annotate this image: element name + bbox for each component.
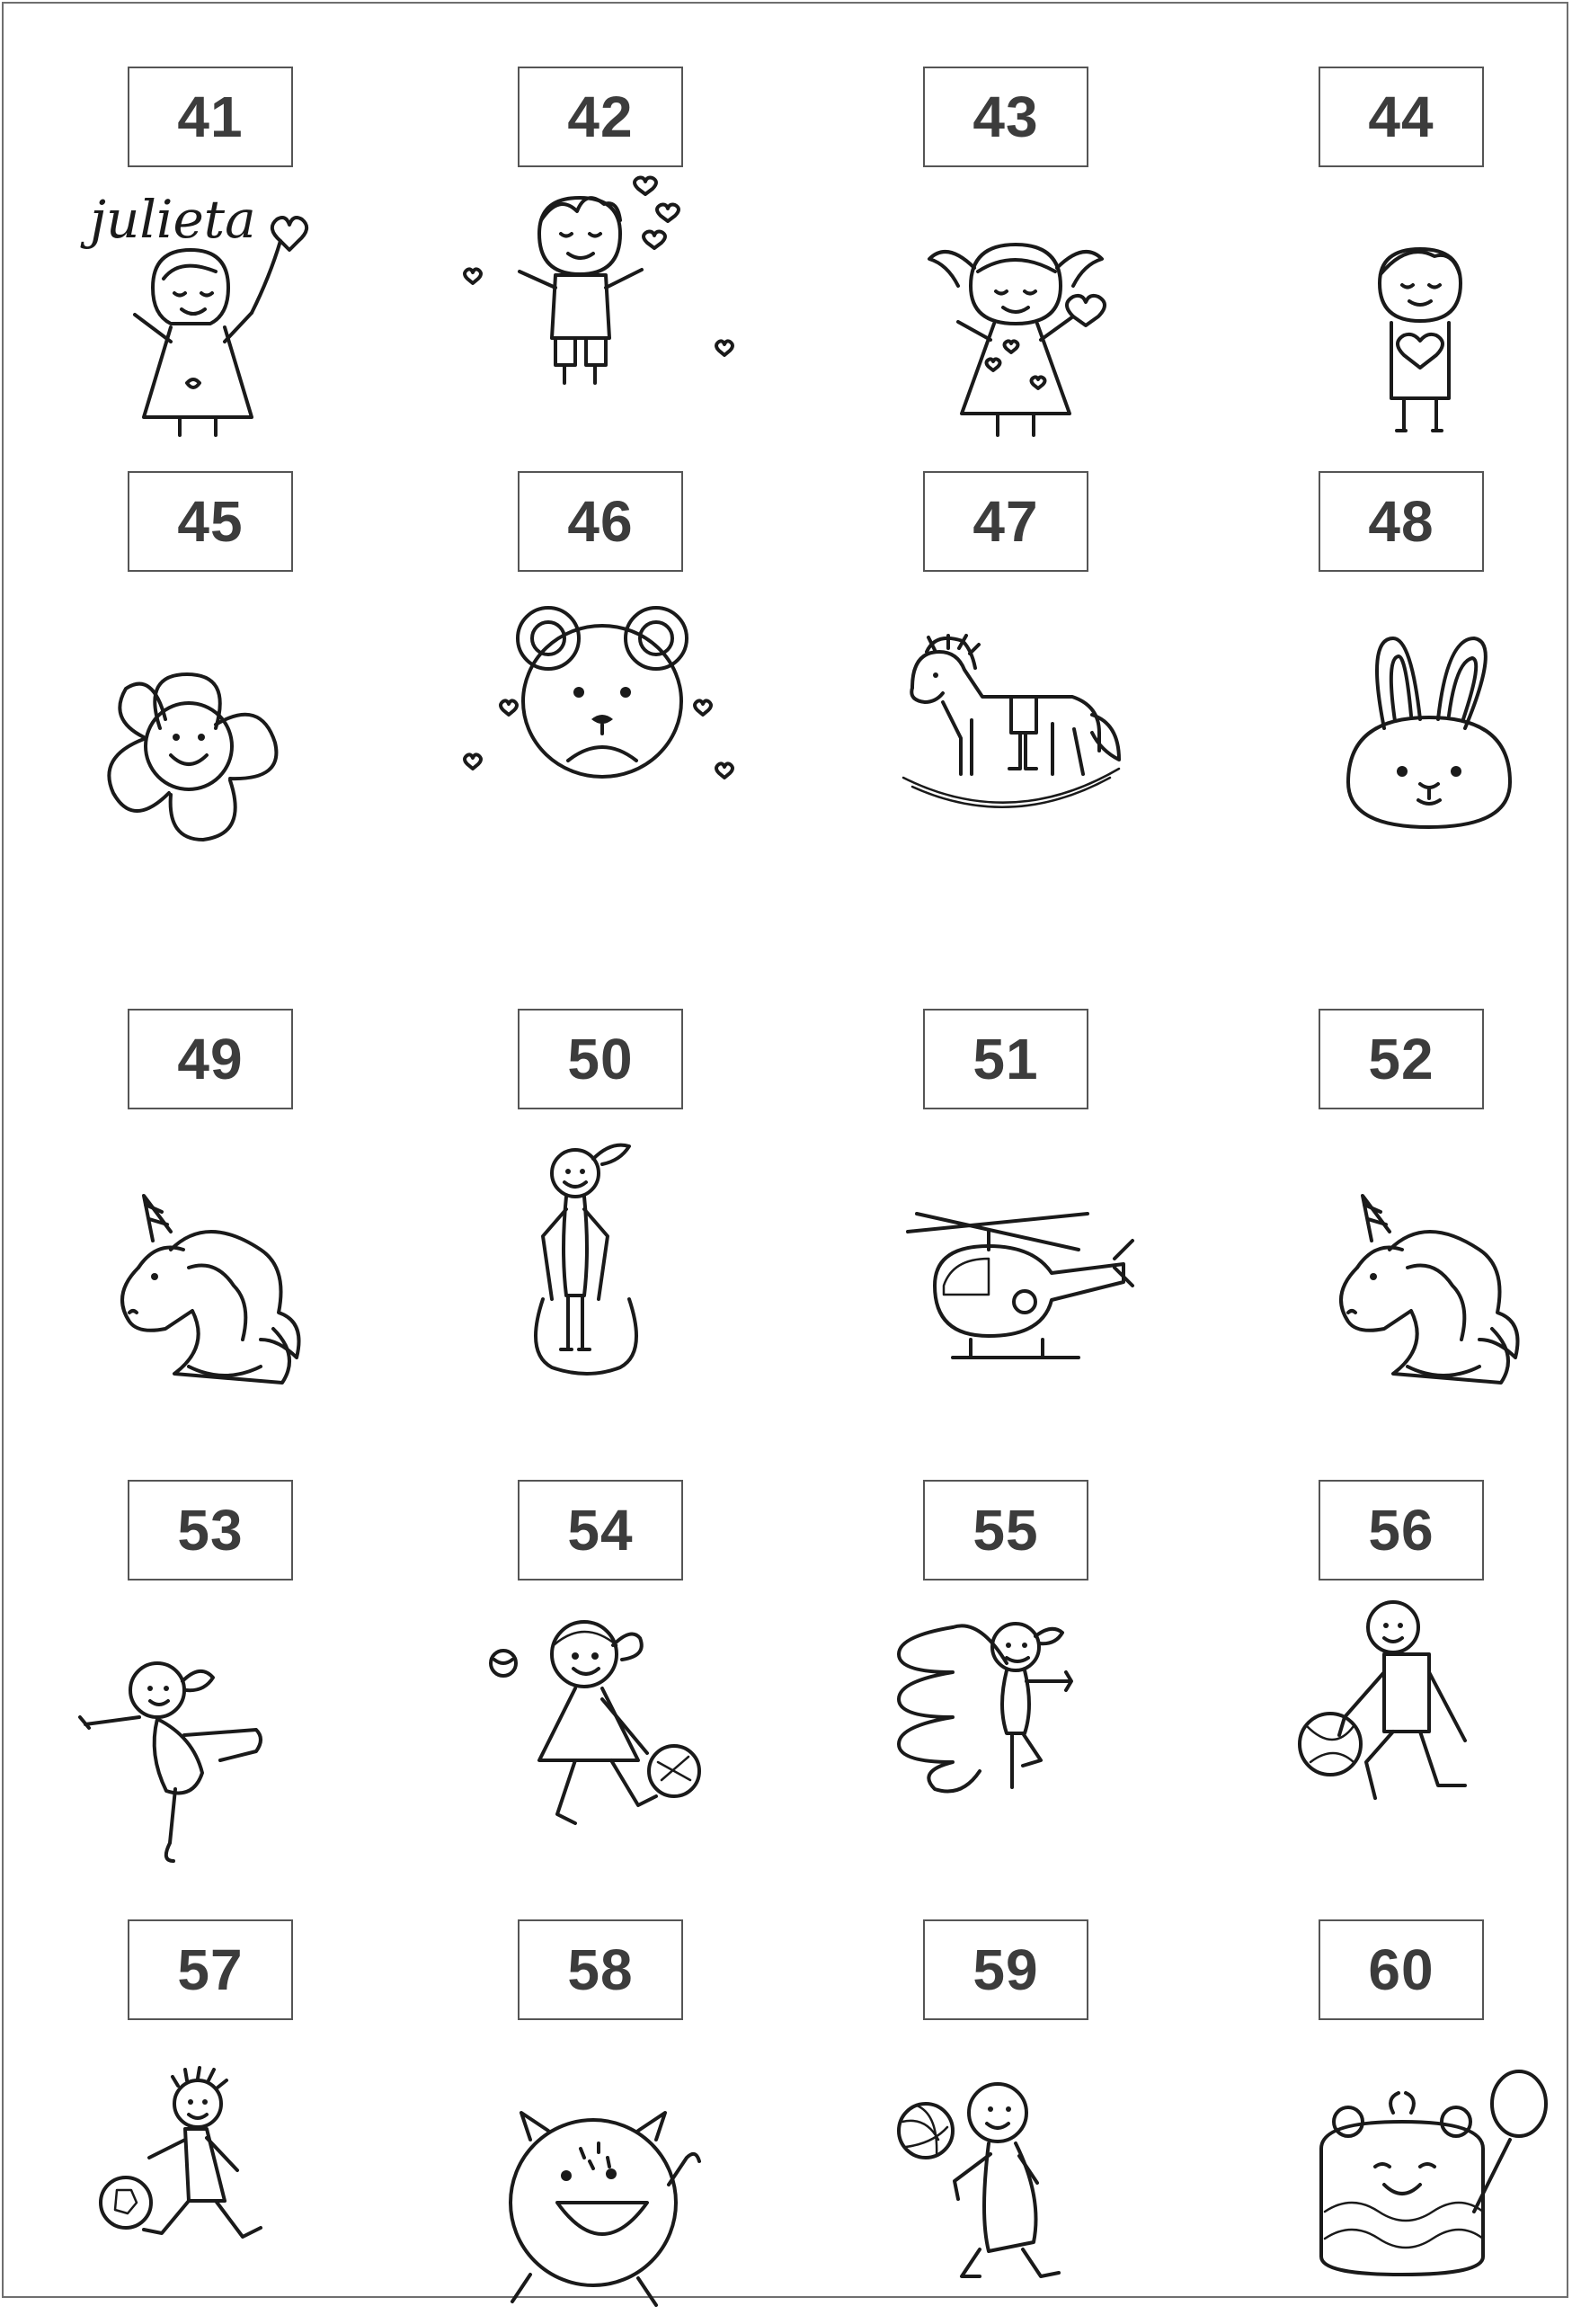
item-number: 50 — [567, 1027, 634, 1091]
item-number-label — [1319, 1919, 1484, 2020]
item-number-label — [923, 471, 1088, 572]
item-number: 44 — [1368, 85, 1434, 149]
bunny-icon — [1312, 620, 1546, 854]
girl-with-balloon-icon — [81, 207, 315, 441]
item-number: 46 — [567, 489, 634, 554]
teddy-bear-icon — [485, 584, 719, 818]
jump-rope-girl-icon — [467, 1137, 701, 1371]
item-number-label — [518, 1009, 683, 1109]
smiling-flower-icon — [72, 629, 306, 863]
item-number: 47 — [973, 489, 1039, 554]
unicorn-icon — [1318, 1169, 1551, 1402]
item-number-label — [518, 1480, 683, 1580]
item-number-label — [128, 471, 293, 572]
item-number-label — [923, 1919, 1088, 2020]
item-number: 43 — [973, 85, 1039, 149]
helicopter-icon — [899, 1187, 1132, 1420]
item-number-label — [1319, 1480, 1484, 1580]
item-number-label — [1319, 471, 1484, 572]
item-number-label — [923, 67, 1088, 167]
basketball-player-icon — [1294, 1600, 1528, 1834]
item-number-label — [518, 471, 683, 572]
item-number-label — [518, 1919, 683, 2020]
item-number: 54 — [567, 1498, 634, 1563]
item-number: 55 — [973, 1498, 1039, 1563]
item-number-label — [518, 67, 683, 167]
item-number-label — [128, 1480, 293, 1580]
item-number: 56 — [1368, 1498, 1434, 1563]
item-number: 42 — [567, 85, 634, 149]
unicorn-icon — [99, 1169, 333, 1402]
boy-with-hearts-icon — [458, 171, 692, 405]
item-number: 52 — [1368, 1027, 1434, 1091]
item-number-label — [128, 1009, 293, 1109]
item-number: 58 — [567, 1937, 634, 2002]
item-number: 51 — [973, 1027, 1039, 1091]
item-number-label — [1319, 1009, 1484, 1109]
girl-with-pigtails-icon — [899, 205, 1132, 439]
item-number-label — [1319, 67, 1484, 167]
item-number: 60 — [1368, 1937, 1434, 2002]
item-number-label — [923, 1480, 1088, 1580]
smiling-monster-icon — [476, 2086, 710, 2320]
dancing-girl-icon — [85, 1654, 319, 1888]
item-number: 48 — [1368, 489, 1434, 554]
item-number: 49 — [177, 1027, 244, 1091]
rocking-horse-icon — [894, 589, 1128, 823]
item-number: 45 — [177, 489, 244, 554]
item-number-label — [128, 67, 293, 167]
item-number-label — [923, 1009, 1088, 1109]
soccer-player-icon — [99, 2068, 333, 2302]
boy-holding-heart-icon — [1303, 229, 1537, 463]
item-number: 41 — [177, 85, 244, 149]
item-number-label — [128, 1919, 293, 2020]
name-caption: julieta — [90, 189, 256, 250]
item-number: 53 — [177, 1498, 244, 1563]
volleyball-player-icon — [890, 2059, 1123, 2293]
tennis-player-icon — [485, 1609, 719, 1843]
balloon-critter-icon — [1312, 2068, 1546, 2302]
item-number: 59 — [973, 1937, 1039, 2002]
ribbon-gymnast-icon — [890, 1618, 1123, 1852]
item-number: 57 — [177, 1937, 244, 2002]
